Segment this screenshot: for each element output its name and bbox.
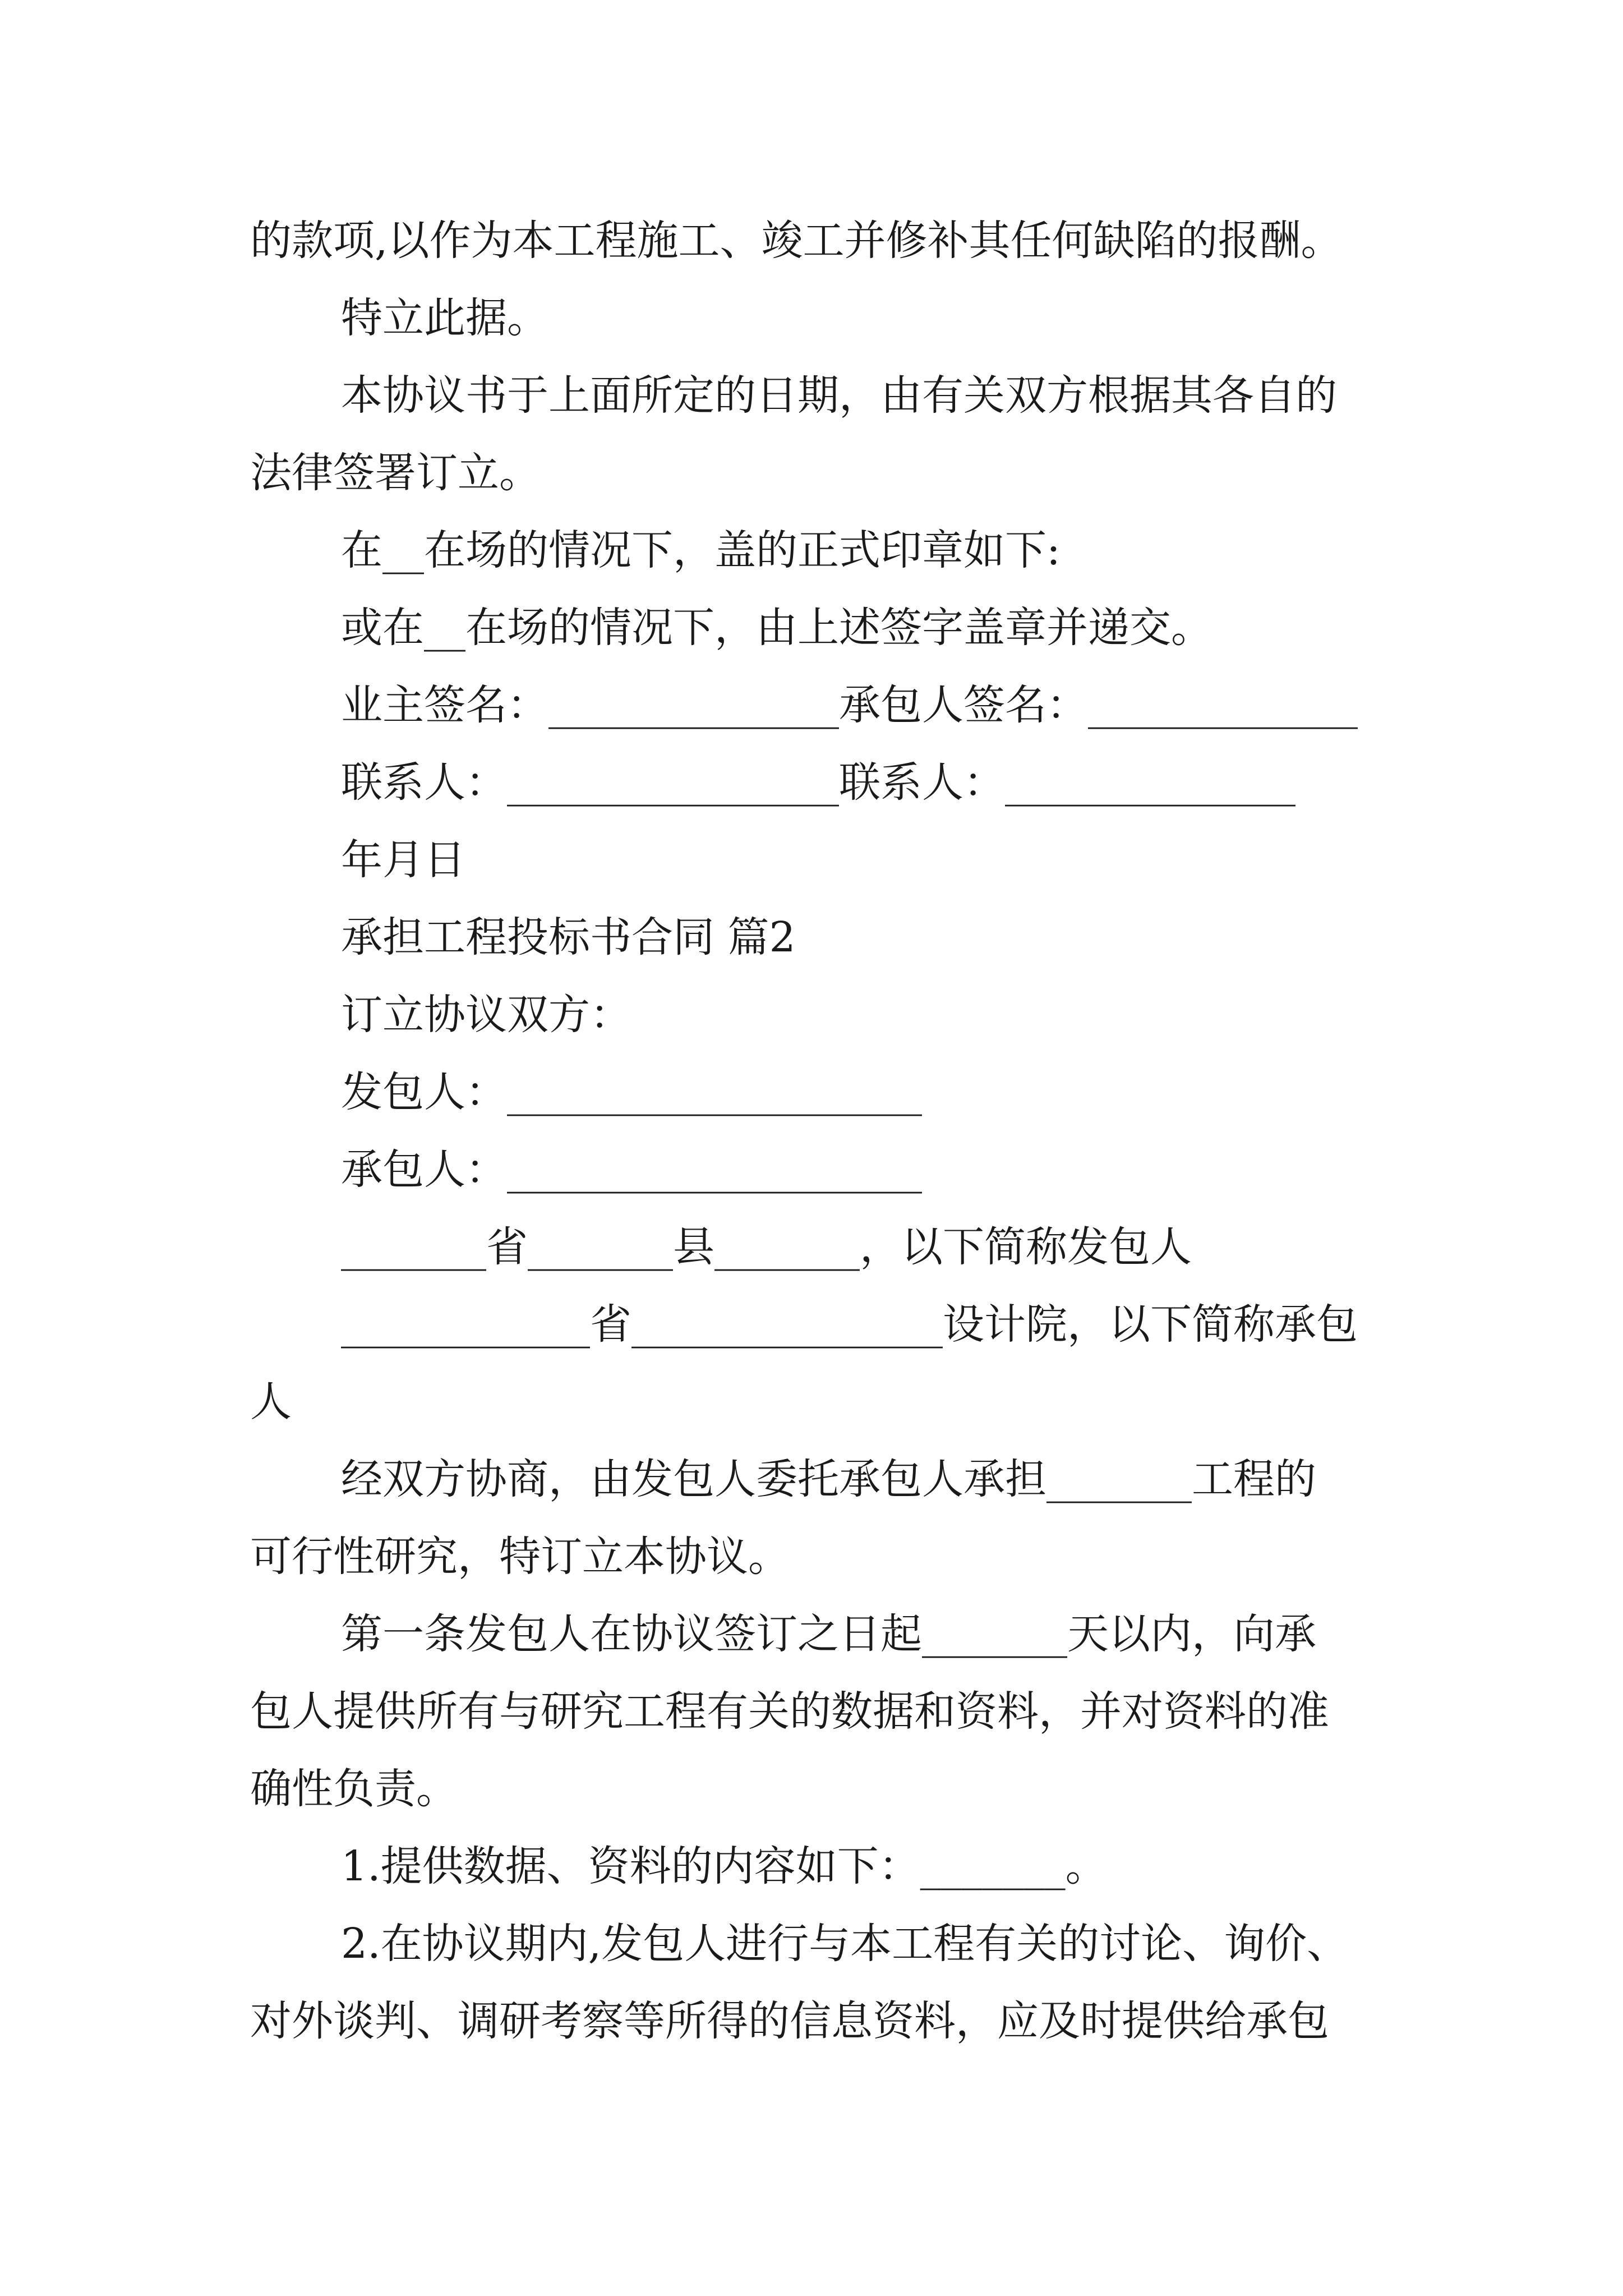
section-title: 承担工程投标书合同 篇2 bbox=[341, 913, 796, 961]
list-item: 2.在协议期内,发包人进行与本工程有关的讨论、询价、 bbox=[341, 1920, 1349, 1968]
text-line: 人 bbox=[250, 1378, 292, 1426]
list-item: 1.提供数据、资料的内容如下：_______。 bbox=[341, 1842, 1107, 1890]
text-line: 法律签署订立。 bbox=[250, 449, 541, 497]
text-line: 本协议书于上面所定的日期，由有关双方根据其各自的 bbox=[341, 371, 1337, 420]
date-line: 年月日 bbox=[341, 836, 465, 884]
text-line: 或在__在场的情况下，由上述签字盖章并递交。 bbox=[341, 604, 1212, 652]
text-line: 的款项,以作为本工程施工、竣工并修补其任何缺陷的报酬。 bbox=[250, 217, 1343, 265]
party-line: 承包人：____________________ bbox=[341, 1145, 922, 1194]
contact-line: 联系人：________________联系人：______________ bbox=[341, 758, 1295, 807]
text-line: 对外谈判、调研考察等所得的信息资料，应及时提供给承包 bbox=[250, 1997, 1329, 2045]
text-line: _______省_______县_______，以下简称发包人 bbox=[341, 1223, 1192, 1271]
text-line: 第一条发包人在协议签订之日起_______天以内，向承 bbox=[341, 1610, 1316, 1658]
text-line: 可行性研究，特订立本协议。 bbox=[250, 1533, 790, 1581]
signature-line: 业主签名：______________承包人签名：_____________ bbox=[341, 681, 1358, 729]
text-line: 确性负责。 bbox=[250, 1765, 458, 1813]
party-line: 发包人：____________________ bbox=[341, 1068, 922, 1116]
text-line: ____________省_______________设计院，以下简称承包 bbox=[341, 1300, 1358, 1349]
text-line: 经双方协商，由发包人委托承包人承担_______工程的 bbox=[341, 1455, 1316, 1503]
text-line: 包人提供所有与研究工程有关的数据和资料，并对资料的准 bbox=[250, 1687, 1329, 1736]
text-line: 在__在场的情况下，盖的正式印章如下: bbox=[341, 526, 1061, 574]
text-line: 订立协议双方： bbox=[341, 991, 631, 1039]
text-line: 特立此据。 bbox=[341, 294, 548, 342]
